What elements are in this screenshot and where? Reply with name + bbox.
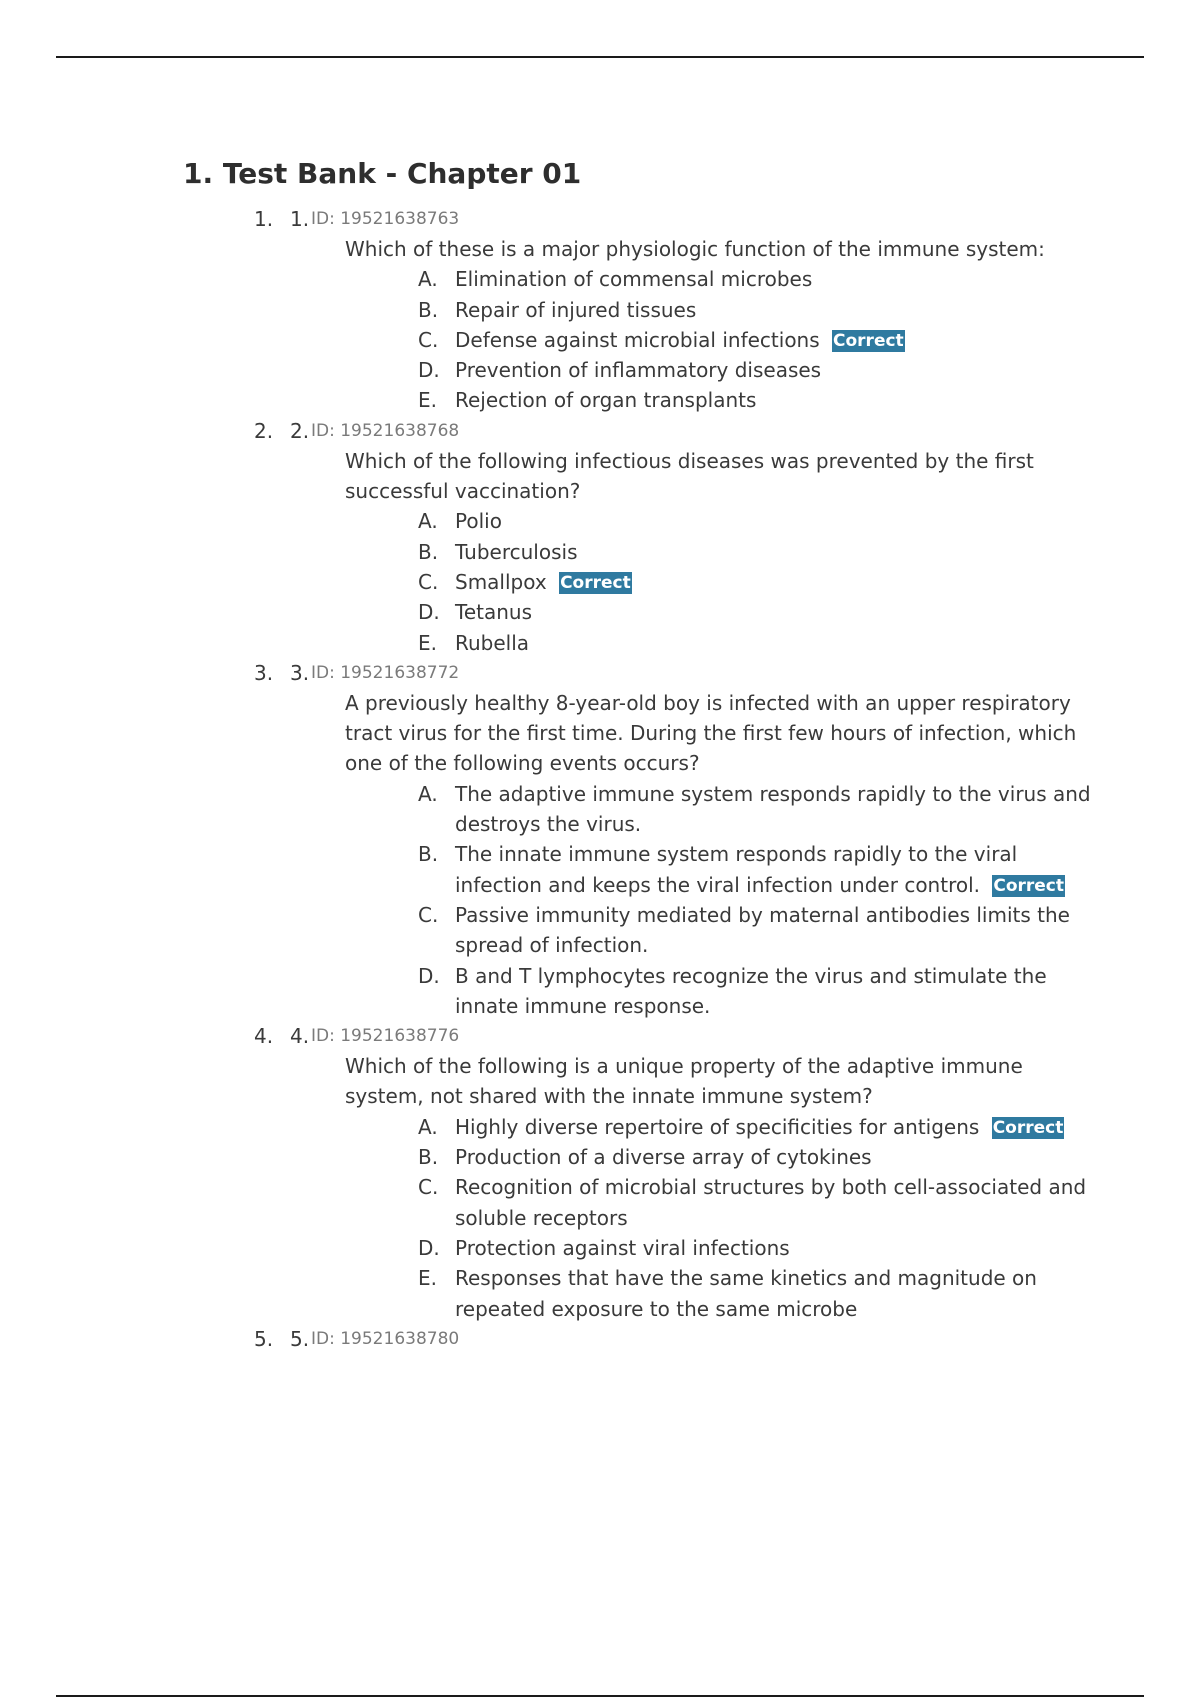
option-text: Defense against microbial infections bbox=[455, 327, 820, 352]
option-text: Tetanus bbox=[455, 600, 532, 625]
option-letter: C. bbox=[418, 569, 439, 594]
option-letter: A. bbox=[418, 267, 438, 292]
question-header bbox=[0, 204, 1200, 234]
answer-option bbox=[0, 900, 1095, 961]
question-header bbox=[0, 1324, 1200, 1354]
answer-options bbox=[0, 506, 1200, 657]
option-letter: E. bbox=[418, 630, 437, 655]
answer-option bbox=[0, 1142, 1095, 1172]
question-number: 3. bbox=[290, 660, 310, 685]
answer-option bbox=[0, 961, 1095, 1022]
option-text: Production of a diverse array of cytokines bbox=[455, 1145, 872, 1170]
answer-option bbox=[0, 779, 1095, 840]
bottom-divider bbox=[56, 1695, 1144, 1697]
option-letter: E. bbox=[418, 388, 437, 413]
option-letter: C. bbox=[418, 327, 439, 352]
option-text: Polio bbox=[455, 509, 502, 534]
option-text: Prevention of inflammatory diseases bbox=[455, 358, 822, 383]
answer-option bbox=[0, 506, 1095, 536]
answer-option bbox=[0, 567, 1095, 597]
option-letter: A. bbox=[418, 1114, 438, 1139]
option-text: B and T lymphocytes recognize the virus and stimulate the innate immune response. bbox=[455, 963, 1047, 1018]
option-letter: D. bbox=[418, 600, 440, 625]
option-letter: B. bbox=[418, 1145, 439, 1170]
answer-option bbox=[0, 355, 1095, 385]
answer-option bbox=[0, 1233, 1095, 1263]
question bbox=[0, 204, 1200, 416]
option-text: Rubella bbox=[455, 630, 530, 655]
option-letter: B. bbox=[418, 842, 439, 867]
question-number: 4. bbox=[290, 1024, 310, 1049]
option-text: Elimination of commensal microbes bbox=[455, 267, 813, 292]
question bbox=[0, 1324, 1200, 1354]
answer-option bbox=[0, 325, 1095, 355]
question-header bbox=[0, 658, 1200, 688]
question-list-number: 5. bbox=[254, 1326, 274, 1351]
question-list-number: 2. bbox=[254, 418, 274, 443]
option-letter: A. bbox=[418, 781, 438, 806]
question-list-number: 1. bbox=[254, 207, 274, 231]
answer-option bbox=[0, 1263, 1095, 1324]
option-text: Protection against viral infections bbox=[455, 1235, 790, 1260]
answer-option bbox=[0, 1112, 1095, 1142]
question-list-number: 4. bbox=[254, 1024, 274, 1049]
option-letter: B. bbox=[418, 297, 439, 322]
question-text: Which of the following is a unique property of the adaptive immune system, not shared with the innate immune system? bbox=[345, 1054, 1023, 1109]
question-header bbox=[0, 1021, 1200, 1051]
option-text: Smallpox bbox=[455, 569, 547, 594]
option-letter: C. bbox=[418, 902, 439, 927]
question-id: ID: 19521638763 bbox=[311, 209, 460, 229]
question-id: ID: 19521638772 bbox=[311, 662, 460, 683]
answer-options bbox=[0, 1112, 1200, 1324]
correct-badge: Correct bbox=[833, 330, 904, 351]
option-text: Passive immunity mediated by maternal antibodies limits the spread of infection. bbox=[455, 902, 1070, 958]
option-letter: A. bbox=[418, 509, 438, 534]
question-id: ID: 19521638776 bbox=[311, 1026, 460, 1047]
question-id: ID: 19521638780 bbox=[311, 1328, 460, 1349]
question-number: 2. bbox=[290, 418, 310, 443]
question-text: Which of these is a major physiologic function of the immune system: bbox=[345, 237, 1045, 261]
question-number: 5. bbox=[290, 1326, 310, 1351]
option-text: Repair of injured tissues bbox=[455, 297, 697, 322]
correct-badge: Correct bbox=[560, 572, 631, 593]
answer-option bbox=[0, 597, 1095, 627]
question bbox=[0, 658, 1200, 1021]
option-letter: D. bbox=[418, 358, 440, 383]
option-text: Rejection of organ transplants bbox=[455, 388, 757, 413]
question-header bbox=[0, 416, 1200, 446]
question-text: Which of the following infectious diseases was prevented by the first successful vaccination? bbox=[345, 448, 1034, 504]
option-text: The innate immune system responds rapidly to the viral infection and keeps the viral infection under control. bbox=[455, 842, 1018, 897]
top-divider bbox=[56, 56, 1144, 58]
option-text: Tuberculosis bbox=[455, 539, 578, 564]
answer-option bbox=[0, 295, 1095, 325]
chapter-heading: 1. Test Bank - Chapter 01 bbox=[183, 157, 582, 190]
correct-badge: Correct bbox=[993, 875, 1065, 896]
option-letter: B. bbox=[418, 539, 439, 564]
option-letter: C. bbox=[418, 1175, 439, 1200]
option-letter: D. bbox=[418, 963, 440, 988]
answer-options bbox=[0, 779, 1200, 1021]
question-number: 1. bbox=[290, 207, 310, 231]
question-text: A previously healthy 8-year-old boy is infected with an upper respiratory tract virus for the first time. During the first few hours of infection, which one of the following events occurs? bbox=[345, 690, 1077, 776]
option-text: Recognition of microbial structures by both cell-associated and soluble receptors bbox=[455, 1175, 1087, 1230]
option-text: Responses that have the same kinetics and magnitude on repeated exposure to the same microbe bbox=[455, 1266, 1037, 1321]
question-list-number: 3. bbox=[254, 660, 274, 685]
question-id: ID: 19521638768 bbox=[311, 420, 460, 441]
option-letter: E. bbox=[418, 1266, 437, 1291]
option-text: The adaptive immune system responds rapidly to the virus and destroys the virus. bbox=[455, 781, 1091, 837]
answer-option bbox=[0, 839, 1095, 900]
option-letter: D. bbox=[418, 1235, 440, 1260]
answer-option bbox=[0, 628, 1095, 658]
answer-option bbox=[0, 264, 1095, 294]
question-list bbox=[0, 204, 1200, 1354]
answer-options bbox=[0, 264, 1200, 415]
answer-option bbox=[0, 385, 1095, 415]
question bbox=[0, 416, 1200, 658]
option-text: Highly diverse repertoire of specificities for antigens bbox=[455, 1114, 980, 1139]
answer-option bbox=[0, 537, 1095, 567]
question bbox=[0, 1021, 1200, 1324]
correct-badge: Correct bbox=[992, 1117, 1064, 1138]
answer-option bbox=[0, 1172, 1095, 1233]
